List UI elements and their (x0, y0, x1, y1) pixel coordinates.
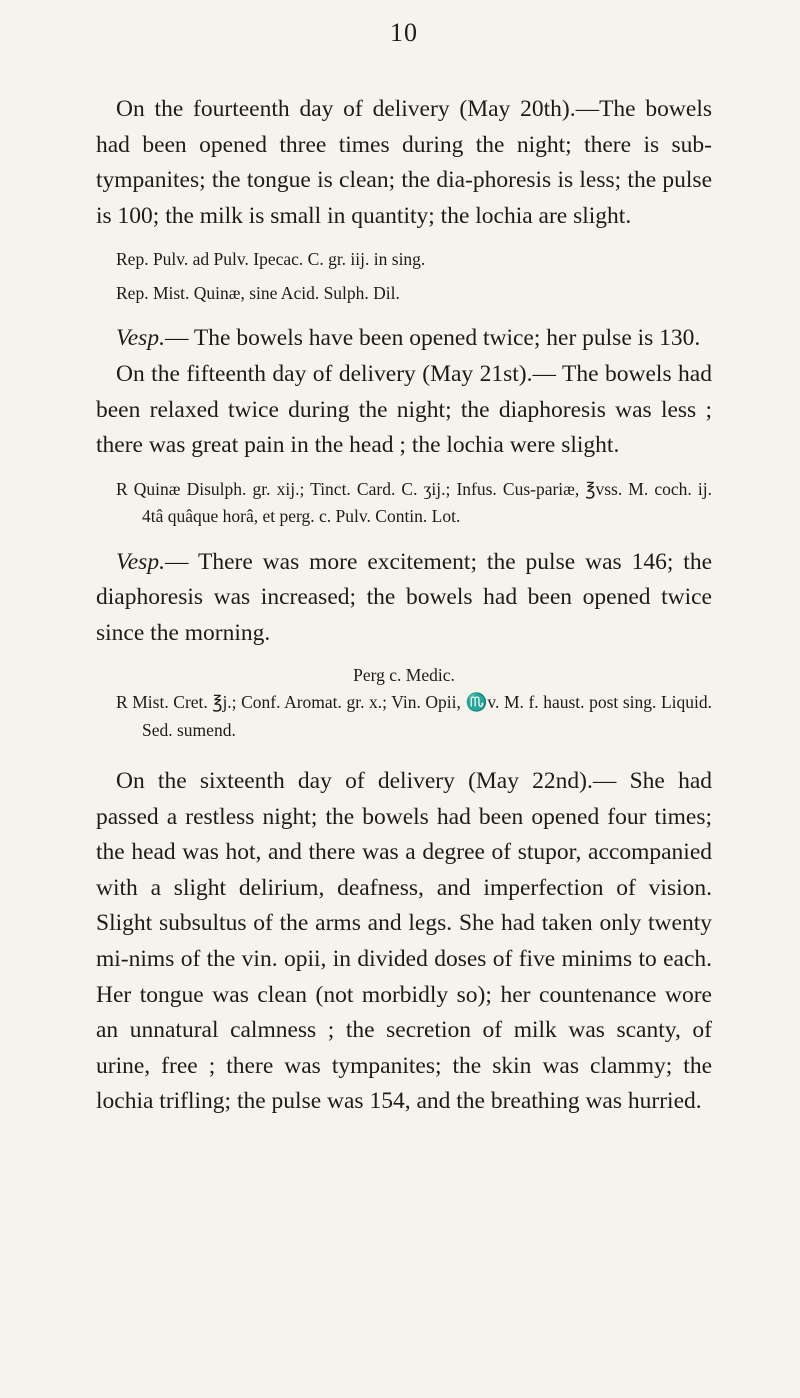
prescription-block: R Mist. Cret. ℥j.; Conf. Aromat. gr. x.; Vin. Opii, ♏v. M. f. haust. post sing. Liquid. Sed. sumend. (116, 692, 712, 740)
paragraph-text: — The bowels have been opened twice; her pulse is 130. (164, 325, 701, 352)
paragraph-text: — There was more excitement; the pulse was 146; the diaphoresis was increased; the bowels had been opened twice since the morning. (96, 548, 712, 646)
body-text (96, 92, 712, 1120)
paragraph-day-sixteen: On the sixteenth day of delivery (May 22nd).— She had passed a restless night; the bowels had been opened four times; the head was hot, and there was a degree of stupor, accompanied with a slight delirium, deafness, and imperfection of vision. Slight subsultus of the arms and legs. She had taken only twenty mi-nims of the vin. opii, in divided doses of five minims to each. Her tongue was clean (not morbidly so); her countenance wore an unnatural calmness ; the secretion of milk was scanty, of urine, free ; there was tympanites; the skin was clammy; the lochia trifling; the pulse was 154, and the breathing was hurried. (96, 768, 712, 1115)
page-number: 10 (390, 18, 418, 47)
paragraph-day-fourteen: On the fourteenth day of delivery (May 20th).—The bowels had been opened three times during the night; there is sub-tympanites; the tongue is clean; the dia-phoresis is less; the pulse is 100; the milk is small in quantity; the lochia are slight. (96, 96, 712, 229)
paragraph-day-fifteen: On the fifteenth day of delivery (May 21st).— The bowels had been relaxed twice during the night; the diaphoresis was less ; there was great pain in the head ; the lochia were slight. (96, 360, 712, 459)
prescription-line: Rep. Mist. Quinæ, sine Acid. Sulph. Dil. (116, 282, 400, 303)
vesp-label: Vesp. (116, 548, 165, 575)
prescription-heading: Perg c. Medic. (353, 664, 455, 685)
vesp-label: Vesp. (116, 325, 165, 352)
paragraph-evening-one (96, 321, 712, 357)
prescription-block: R Quinæ Disulph. gr. xij.; Tinct. Card. C. ʒij.; Infus. Cus-pariæ, ℥vss. M. coch. ij. 4tâ quâque horâ, et perg. c. Pulv. Contin. Lot. (116, 478, 712, 527)
paragraph-evening-two (96, 545, 712, 652)
prescription-line: Rep. Pulv. ad Pulv. Ipecac. C. gr. iij. in sing. (116, 249, 426, 270)
